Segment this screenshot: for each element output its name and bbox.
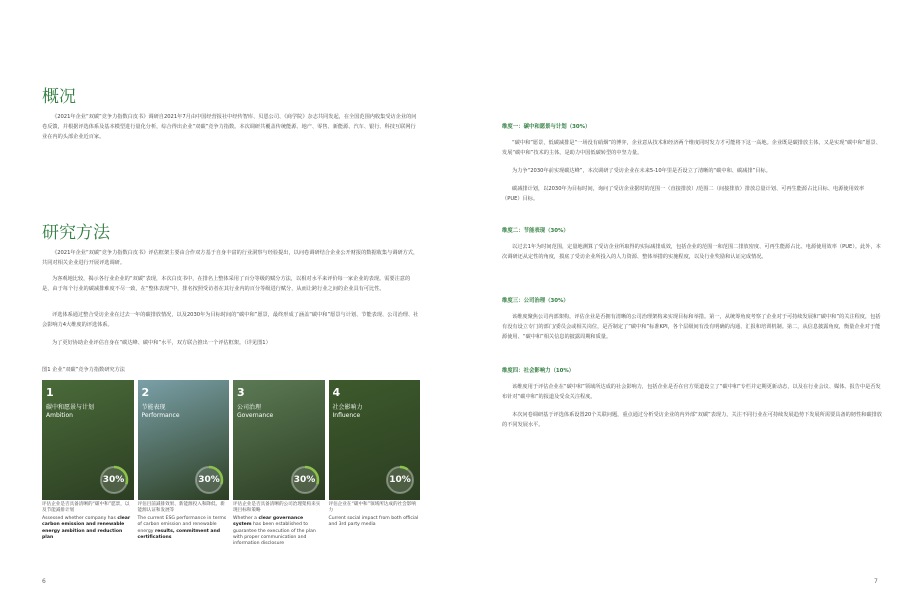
card-description-en-bold: clear carbon emission and renewable energy ambition and reduction plan <box>42 515 131 541</box>
card-description-en: Whether a <box>233 515 259 521</box>
card-title-zh: 节能表现 <box>141 404 166 411</box>
percentage-value: 30% <box>293 475 316 485</box>
card-description-en-bold: clear governance system <box>233 515 304 528</box>
page-number-right: 7 <box>874 578 878 585</box>
right-page <box>460 0 920 606</box>
card-title-zh: 公司治理 <box>237 404 262 411</box>
framework-cards <box>42 380 420 500</box>
card-description-en: Current social impact from both official and 3rd party media <box>328 515 419 528</box>
overview-text: 《2021年企业“双碳”竞争力指数白皮书》调研自2021年7月由中国经营报社中经传智库、贝恩公司、《商学院》杂志共同发起，在全国范围内收集受访企业的问卷反馈，并根据评选体系及基本模型进行量化分析，综合得出企业“双碳”竞争力指数。本次调研共覆盖传统能源、地产、零售、新能源、汽车、银行、科技互联网行业在内的头部企业近百家。 <box>42 114 417 140</box>
card-title-zh: 社会影响力 <box>332 404 363 411</box>
percentage-ring <box>290 465 320 495</box>
card-title-en: Influence <box>332 412 361 419</box>
section-heading-4: 维度四：社会影响力（10%） <box>502 368 575 374</box>
card-title-en: Governance <box>237 412 274 419</box>
percentage-value: 30% <box>198 475 220 485</box>
percentage-ring <box>385 465 415 495</box>
card-description-3 <box>233 502 323 548</box>
section-heading-2: 维度二：节能表现（30%） <box>502 228 569 234</box>
card-4 <box>329 380 421 500</box>
card-description-en-bold: results, commitment and certifications <box>137 528 221 541</box>
section-paragraph: 本次问卷调研基于评选体系设置20个关联问题，重点通过分析受访企业的内外部“双碳”表现力，关注不同行业在可持续发展趋势下发展所需要具备的韧性和碳排放的不同发展水平。 <box>502 412 882 428</box>
card-number: 3 <box>237 386 245 399</box>
percentage-value: 30% <box>102 475 125 485</box>
section-paragraph: “碳中和”愿景，低碳减排是“一场没有硝烟”的博弈，企业意从技术和经济两个维度同时发力才可能将下这一高地。企业既是碳排放主体，又是实现“碳中和”愿景、发展“碳中和”技术的主体，是助力中国低碳转型的中坚力量。 <box>502 140 881 156</box>
section-paragraph: 该维度用于评估企业在“碳中和”领域所达成的社会影响力，包括企业是否在官方渠道设立了“碳中和”专栏并定期更新动态，以及在行业会议、媒体、报告中是否发布针对“碳中和”的报道及受众关注程度。 <box>502 384 881 400</box>
card-description-4 <box>329 502 419 529</box>
card-description-en: Assessed whether company has <box>42 515 118 521</box>
card-description-en-end: has been established to guarantee the execution of the plan with proper communication and information disclosure <box>233 522 316 547</box>
section-paragraph: 碳减排计划，以2030年为目标时间，询问了受访企业据时的范围一（直接排放）/范围二（间接排放）排放总量计划、可再生能源占比目标、电源使用效率（PUE）目标。 <box>502 186 865 202</box>
card-3 <box>233 380 325 500</box>
card-description-en: The current ESG performance in terms of carbon emission and renewable energy <box>137 515 227 534</box>
card-description-1 <box>42 502 132 541</box>
card-description-zh: 评估企业是否具备清晰的“碳中和”愿景，以及节能减排计划 <box>42 502 130 514</box>
figure-caption: 图1 企业“双碳”竞争力指数研究方法 <box>42 367 125 373</box>
card-2 <box>138 380 230 500</box>
card-title-en: Ambition <box>46 412 73 419</box>
section-heading-3: 维度三：公司治理（30%） <box>502 298 569 304</box>
percentage-ring <box>99 465 129 495</box>
card-title-en: Performance <box>141 412 180 419</box>
method-title: 研究方法 <box>42 223 110 243</box>
card-number: 1 <box>46 386 54 399</box>
overview-title: 概况 <box>42 87 76 107</box>
page-number-left: 6 <box>42 578 46 585</box>
percentage-value: 10% <box>389 475 411 485</box>
method-para-1: 《2021年企业“双碳”竞争力指数白皮书》评估框架主要由合作双方基于自身丰富的行业洞察与经验提出，以问卷调研结合企业公开财报的数据收集与调研方式，共同对相关企业进行开展评选调研。 <box>42 250 419 266</box>
method-para-3: 评选体系通过整合受访企业在过去一年的碳排放情况，以及2030年为目标时间的“碳中和”愿景，最终形成了涵盖“碳中和”愿景与计划、节能表现、公司治理、社会影响力4大维度的评选体系。 <box>42 312 419 328</box>
card-1 <box>42 380 134 500</box>
card-number: 2 <box>141 386 150 399</box>
section-paragraph: 为力争“2030年前实现碳达峰”，本次调研了受访企业在未来5-10年里是否设立了清晰的“碳中和、碳减排”目标。 <box>512 168 771 174</box>
card-number: 4 <box>332 386 341 399</box>
section-paragraph: 以过去1年为时间范围，定量地测算了受访企业所取得的实际减排成效，包括企业的范围一和范围二排放密度、可再生能源占比、电源使用效率（PUE）。此外，本次调研还从定性的角度，摸底了受访企业所投入的人力资源、整体举措的实施程度，以及行业奖励和认证完成情况。 <box>502 244 881 260</box>
card-title-zh: 碳中和愿景与计划 <box>46 404 95 411</box>
card-description-zh: 评估企业是否具备清晰的公司治理架构来实现目标和策略 <box>233 502 321 514</box>
card-description-2 <box>138 502 228 541</box>
percentage-ring <box>194 465 224 495</box>
section-paragraph: 该维度聚焦公司内部架构，评估企业是否拥有清晰的公司治理架构来实现目标和举措。第一，从统筹角度考察了企业对于可持续发展和“碳中和”的关注程度，包括有没有设立专门的部门/委员会或相关岗位，是否制定了“碳中和”标准KPI，各个层级间有没有明确的沟通、汇报和培训机制。第二，从信息披露角度，衡量企业对于能源使用、“碳中和”相关信息的披露周期和质量。 <box>502 314 881 340</box>
method-para-2: 为客观地比较，揭示各行业企业的“双碳”表现，本次白皮书中，在排名上整体采用了百分等级的赋分方法，以相对水平来评价每一家企业的表现。需要注意的是，由于每个行业的碳减排难度不尽一致，在“整体表现”中，排名按照受访者在其行业内的百分等级进行赋分，从而让跨行业之间的企业具有可比性。 <box>42 276 411 292</box>
card-description-zh: 评估目前减排效果、新能源投入和降低、新能源认证和发展等 <box>137 502 225 514</box>
section-heading-1: 维度一：碳中和愿景与计划（30%） <box>502 124 591 130</box>
method-para-4: 为了更好协助企业评估自身在“碳达峰、碳中和”水平，双方联合推出一个评估框架。（详见图1） <box>52 340 271 346</box>
card-description-zh: 评估企业在“碳中和”领域所达成的社会影响力 <box>328 502 416 514</box>
